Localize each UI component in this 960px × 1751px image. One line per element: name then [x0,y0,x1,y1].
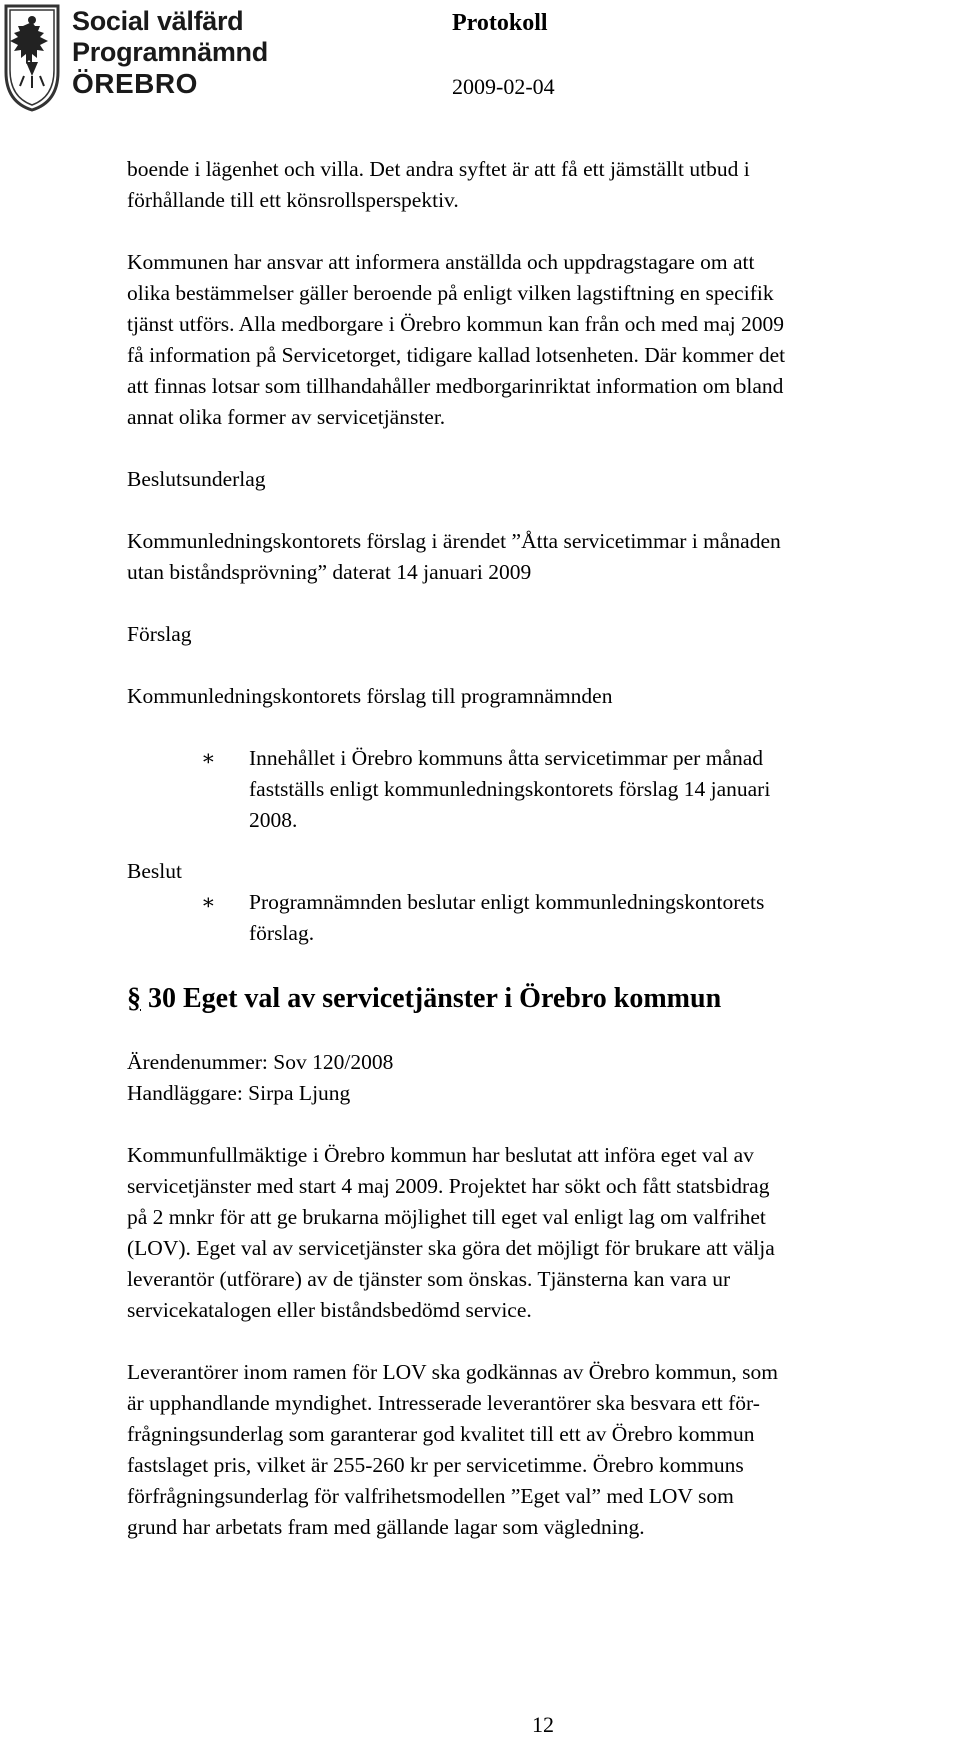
page-header [0,0,960,120]
text-line: tjänst utförs. Alla medborgare i Örebro kommun kan från och med maj 2009 [127,312,784,336]
text-line: servicekatalogen eller biståndsbedömd service. [127,1298,532,1322]
text-line: olika bestämmelser gäller beroende på enligt vilken lagstiftning en specifik [127,281,774,305]
org-line-3: ÖREBRO [72,68,198,99]
text-line: Kommunen har ansvar att informera anställda och uppdragstagare om att [127,250,755,274]
org-line-1: Social välfärd [72,6,244,36]
text-line: 2008. [249,808,298,832]
text-line: förslag. [249,921,315,945]
text-line: att finnas lotsar som tillhandahåller medborgarinriktat information om bland [127,374,784,398]
section-symbol: § [127,983,141,1014]
text-line: få information på Servicetorget, tidigare kallad lotsenheten. Där kommer det [127,343,786,367]
text-line: förhållande till ett könsrollsperspektiv. [127,188,459,212]
text-line: Kommunfullmäktige i Örebro kommun har beslutat att införa eget val av [127,1143,754,1167]
case-meta [127,1047,952,1109]
text-line: annat olika former av servicetjänster. [127,405,446,429]
asterisk-bullet-icon: ∗ [201,890,216,914]
text-line: fastslaget pris, vilket är 255-260 kr per servicetimme. Örebro kommuns [127,1453,744,1477]
heading-forslag: Förslag [127,622,192,646]
text-line: leverantör (utförare) av de tjänster som önskas. Tjänsterna kan vara ur [127,1267,731,1291]
text-line: Programnämnden beslutar enligt kommunledningskontorets [249,890,765,914]
text-line: (LOV). Eget val av servicetjänster ska göra det möjligt för brukare att välja [127,1236,775,1260]
paragraph-3 [127,1140,952,1326]
text-line: servicetjänster med start 4 maj 2009. Projektet har sökt och fått statsbidrag [127,1174,770,1198]
beslutsunderlag-text [127,526,952,588]
asterisk-bullet-icon: ∗ [201,746,216,770]
page-number: 12 [532,1712,554,1737]
text-line: grund har arbetats fram med gällande lagar som vägledning. [127,1515,645,1539]
forslag-text [127,681,952,712]
paragraph-4 [127,1357,952,1543]
document-date: 2009-02-04 [452,74,555,99]
paragraph-1 [127,154,952,216]
beslut-label: Beslut [127,859,182,883]
beslut-block [127,743,952,949]
text-line: boende i lägenhet och villa. Det andra syftet är att få ett jämställt utbud i [127,157,750,181]
text-line: fastställs enligt kommunledningskontorets förslag 14 januari [249,777,771,801]
text-line: frågningsunderlag som garanterar god kvalitet till ett av Örebro kommun [127,1422,755,1446]
organization-name [72,6,268,99]
case-number: Ärendenummer: Sov 120/2008 [127,1050,394,1074]
heading-beslutsunderlag: Beslutsunderlag [127,467,266,491]
case-officer: Handläggare: Sirpa Ljung [127,1081,351,1105]
text-line: förfrågningsunderlag för valfrihetsmodellen ”Eget val” med LOV som [127,1484,734,1508]
document-body [127,154,952,1574]
decision-bullet [127,743,952,836]
paragraph-2 [127,247,952,433]
text-line: på 2 mnkr för att ge brukarna möjlighet till eget val enligt lag om valfrihet [127,1205,766,1229]
text-line: Leverantörer inom ramen för LOV ska godkännas av Örebro kommun, som [127,1360,778,1384]
section-title [127,982,952,1016]
text-line: Kommunledningskontorets förslag i ärendet ”Åtta servicetimmar i månaden [127,529,781,553]
text-line: utan biståndsprövning” daterat 14 januari 2009 [127,560,532,584]
org-line-2: Programnämnd [72,37,268,67]
text-line: Kommunledningskontorets förslag till programnämnden [127,684,613,708]
decision-bullet [127,887,952,949]
text-line: är upphandlande myndighet. Intresserade leverantörer ska besvara ett för- [127,1391,760,1415]
orebro-crest-eagle-icon [2,2,62,112]
document-type: Protokoll [452,10,548,36]
section-title-text: 30 Eget val av servicetjänster i Örebro kommun [148,983,722,1014]
text-line: Innehållet i Örebro kommuns åtta servicetimmar per månad [249,746,764,770]
